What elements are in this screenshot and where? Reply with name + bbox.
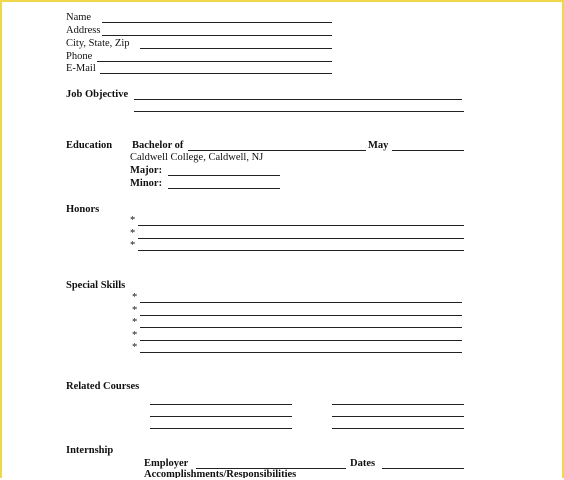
skills-bullet: * — [132, 292, 138, 303]
honors-line[interactable] — [138, 238, 464, 239]
minor-field-line[interactable] — [168, 188, 280, 189]
degree-label: Bachelor of — [132, 140, 184, 151]
course-line[interactable] — [150, 416, 292, 417]
honors-bullet: * — [130, 228, 136, 239]
internship-heading: Internship — [66, 445, 114, 456]
phone-field-line[interactable] — [97, 61, 332, 62]
accomplishments-label: Accomplishments/Responsibilities — [144, 469, 297, 478]
degree-field-line[interactable] — [188, 150, 366, 151]
dates-label: Dates — [350, 458, 376, 469]
skills-line[interactable] — [140, 352, 462, 353]
email-field-line[interactable] — [100, 73, 332, 74]
name-label: Name — [66, 12, 92, 23]
minor-label: Minor: — [130, 178, 163, 189]
city-state-zip-label: City, State, Zip — [66, 38, 130, 49]
skills-line[interactable] — [140, 315, 462, 316]
email-label: E-Mail — [66, 63, 96, 74]
honors-bullet: * — [130, 215, 136, 226]
education-heading: Education — [66, 140, 113, 151]
skills-bullet: * — [132, 305, 138, 316]
month-label: May — [368, 140, 389, 151]
course-line[interactable] — [332, 404, 464, 405]
address-label: Address — [66, 25, 101, 36]
course-line[interactable] — [332, 416, 464, 417]
skills-line[interactable] — [140, 340, 462, 341]
honors-line[interactable] — [138, 250, 464, 251]
honors-line[interactable] — [138, 225, 464, 226]
skills-bullet: * — [132, 342, 138, 353]
course-line[interactable] — [332, 428, 464, 429]
related-courses-heading: Related Courses — [66, 381, 140, 392]
skills-line[interactable] — [140, 302, 462, 303]
skills-bullet: * — [132, 330, 138, 341]
special-skills-heading: Special Skills — [66, 280, 126, 291]
graduation-date-line[interactable] — [392, 150, 464, 151]
honors-heading: Honors — [66, 204, 100, 215]
city-state-zip-field-line[interactable] — [140, 48, 332, 49]
dates-field-line[interactable] — [382, 468, 464, 469]
name-field-line[interactable] — [102, 22, 332, 23]
course-line[interactable] — [150, 404, 292, 405]
job-objective-line-1[interactable] — [134, 99, 462, 100]
phone-label: Phone — [66, 51, 93, 62]
honors-bullet: * — [130, 240, 136, 251]
address-field-line[interactable] — [102, 35, 332, 36]
course-line[interactable] — [150, 428, 292, 429]
major-label: Major: — [130, 165, 163, 176]
major-field-line[interactable] — [168, 175, 280, 176]
job-objective-heading: Job Objective — [66, 89, 129, 100]
employer-label: Employer — [144, 458, 189, 469]
skills-line[interactable] — [140, 327, 462, 328]
school-name: Caldwell College, Caldwell, NJ — [130, 152, 264, 163]
skills-bullet: * — [132, 317, 138, 328]
job-objective-line-2[interactable] — [134, 111, 464, 112]
